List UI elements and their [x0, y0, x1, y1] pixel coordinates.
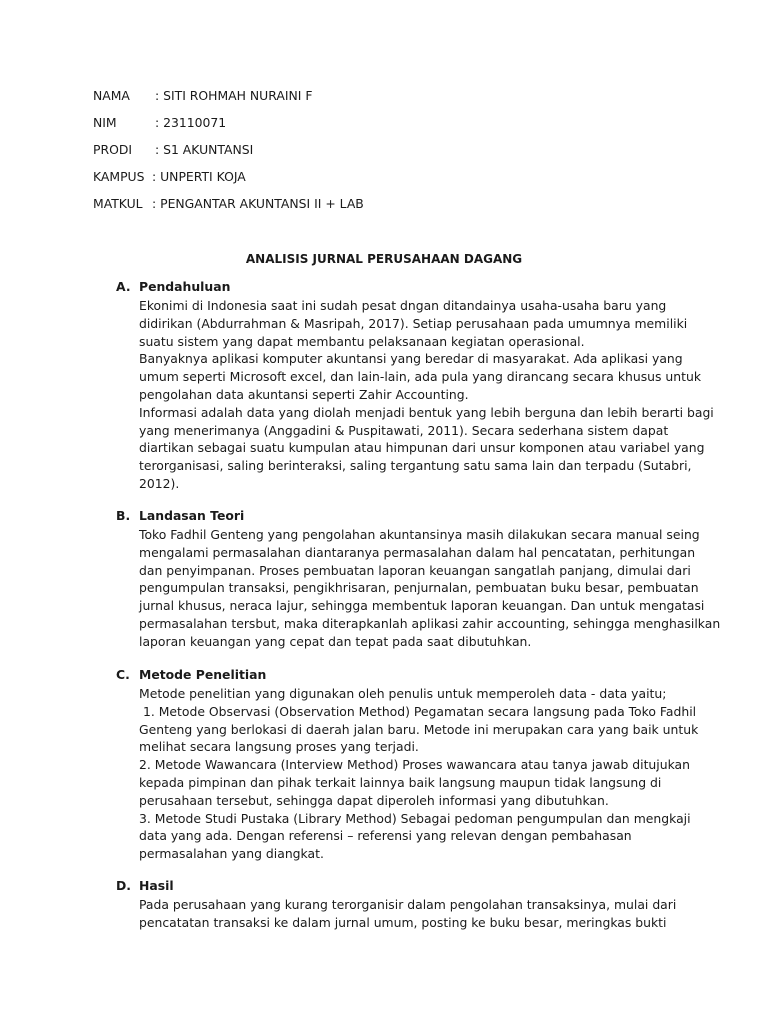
text-line: permasalahan tersbut, maka diterapkanlah aplikasi zahir accounting, sehingga menghasilkan: [139, 615, 721, 631]
meta-row-nim: [93, 115, 364, 142]
meta-label: KAMPUS: [93, 169, 145, 184]
meta-label: NIM: [93, 115, 117, 130]
text-line: melihat secara langsung proses yang terjadi.: [139, 739, 419, 755]
text-line: diartikan sebagai suatu kumpulan atau himpunan dari unsur komponen atau variabel yang: [139, 440, 705, 456]
text-line: mengalami permasalahan diantaranya permasalahan dalam hal pencatatan, perhitungan: [139, 544, 696, 560]
text-line: Banyaknya aplikasi komputer akuntansi yang beredar di masyarakat. Ada aplikasi yang: [139, 351, 683, 367]
text-line: dan penyimpanan. Proses pembuatan laporan keuangan sangatlah panjang, dimulai dari: [139, 562, 691, 578]
text-line: umum seperti Microsoft excel, dan lain-lain, ada pula yang dirancang secara khusus untuk: [139, 369, 702, 385]
section-body: [139, 685, 699, 863]
section-letter: B.: [116, 508, 131, 523]
section-body: [139, 526, 721, 651]
text-line: Pada perusahaan yang kurang terorganisir dalam pengolahan transaksinya, mulai dari: [139, 897, 677, 912]
text-line: suatu sistem yang dapat membantu pelaksanaan kegiatan operasional.: [139, 333, 585, 349]
text-line: 2012).: [139, 475, 180, 491]
section-pendahuluan: [116, 279, 714, 493]
meta-row-prodi: [93, 142, 364, 169]
meta-row-nama: [93, 88, 364, 115]
document-title: ANALISIS JURNAL PERUSAHAAN DAGANG: [245, 252, 523, 266]
section-title: Pendahuluan: [139, 279, 231, 294]
text-line: 1. Metode Observasi (Observation Method) Pegamatan secara langsung pada Toko Fadhil: [139, 703, 697, 719]
meta-row-matkul: [93, 196, 364, 223]
section-heading: [116, 878, 676, 896]
meta-value: : PENGANTAR AKUNTANSI II + LAB: [152, 196, 364, 211]
text-line: jurnal khusus, neraca lajur, sehingga membentuk laporan keuangan. Dan untuk mengatasi: [139, 598, 705, 614]
section-title: Hasil: [139, 878, 174, 893]
section-letter: C.: [116, 667, 130, 682]
section-title: Landasan Teori: [139, 508, 245, 523]
meta-label: PRODI: [93, 142, 133, 157]
section-body: [139, 297, 714, 493]
student-info: [93, 88, 364, 223]
text-line: didirikan (Abdurrahman & Masripah, 2017). Setiap perusahaan pada umumnya memiliki: [139, 315, 688, 331]
text-line: yang menerimanya (Anggadini & Puspitawati, 2011). Secara sederhana sistem dapat: [139, 422, 669, 438]
meta-label: MATKUL: [93, 196, 143, 211]
meta-value: : 23110071: [155, 115, 227, 130]
text-line: 2. Metode Wawancara (Interview Method) Proses wawancara atau tanya jawab ditujukan: [139, 757, 690, 773]
text-line: Metode penelitian yang digunakan oleh penulis untuk memperoleh data - data yaitu;: [139, 686, 667, 701]
text-line: Ekonimi di Indonesia saat ini sudah pesat dngan ditandainya usaha-usaha baru yang: [139, 298, 667, 313]
section-body: [139, 896, 679, 932]
text-line: Genteng yang berlokasi di daerah jalan baru. Metode ini merupakan cara yang baik untuk: [139, 721, 699, 737]
section-heading: [116, 279, 676, 297]
text-line: kepada pimpinan dan pihak terkait lainnya baik langsung maupun tidak langsung di: [139, 774, 662, 790]
text-line: permasalahan yang diangkat.: [139, 846, 324, 862]
text-line: pengumpulan transaksi, pengikhrisaran, penjurnalan, pembuatan buku besar, pembuatan: [139, 580, 699, 596]
text-line: terorganisasi, saling berinteraksi, saling tergantung satu sama lain dan terpadu (Sutabri,: [139, 458, 692, 474]
text-line: Informasi adalah data yang diolah menjadi bentuk yang lebih berguna dan lebih berarti bagi: [139, 404, 714, 420]
meta-row-kampus: [93, 169, 364, 196]
section-heading: [116, 508, 676, 526]
meta-value: : SITI ROHMAH NURAINI F: [155, 88, 313, 103]
section-hasil: [116, 878, 676, 932]
meta-value: : S1 AKUNTANSI: [155, 142, 254, 157]
text-line: Toko Fadhil Genteng yang pengolahan akuntansinya masih dilakukan secara manual seing: [139, 527, 700, 542]
section-heading: [116, 667, 676, 685]
meta-value: : UNPERTI KOJA: [152, 169, 246, 184]
section-metode-penelitian: [116, 667, 699, 863]
section-letter: D.: [116, 878, 131, 893]
section-title: Metode Penelitian: [139, 667, 267, 682]
text-line: perusahaan tersebut, sehingga dapat diperoleh informasi yang dibutuhkan.: [139, 792, 609, 808]
section-letter: A.: [116, 279, 131, 294]
text-line: pencatatan transaksi ke dalam jurnal umum, posting ke buku besar, meringkas bukti: [139, 914, 667, 930]
meta-label: NAMA: [93, 88, 130, 103]
text-line: data yang ada. Dengan referensi – referensi yang relevan dengan pembahasan: [139, 828, 632, 844]
text-line: 3. Metode Studi Pustaka (Library Method) Sebagai pedoman pengumpulan dan mengkaji: [139, 810, 691, 826]
text-line: pengolahan data akuntansi seperti Zahir Accounting.: [139, 386, 469, 402]
section-landasan-teori: [116, 508, 721, 651]
text-line: laporan keuangan yang cepat dan tepat pada saat dibutuhkan.: [139, 633, 532, 649]
